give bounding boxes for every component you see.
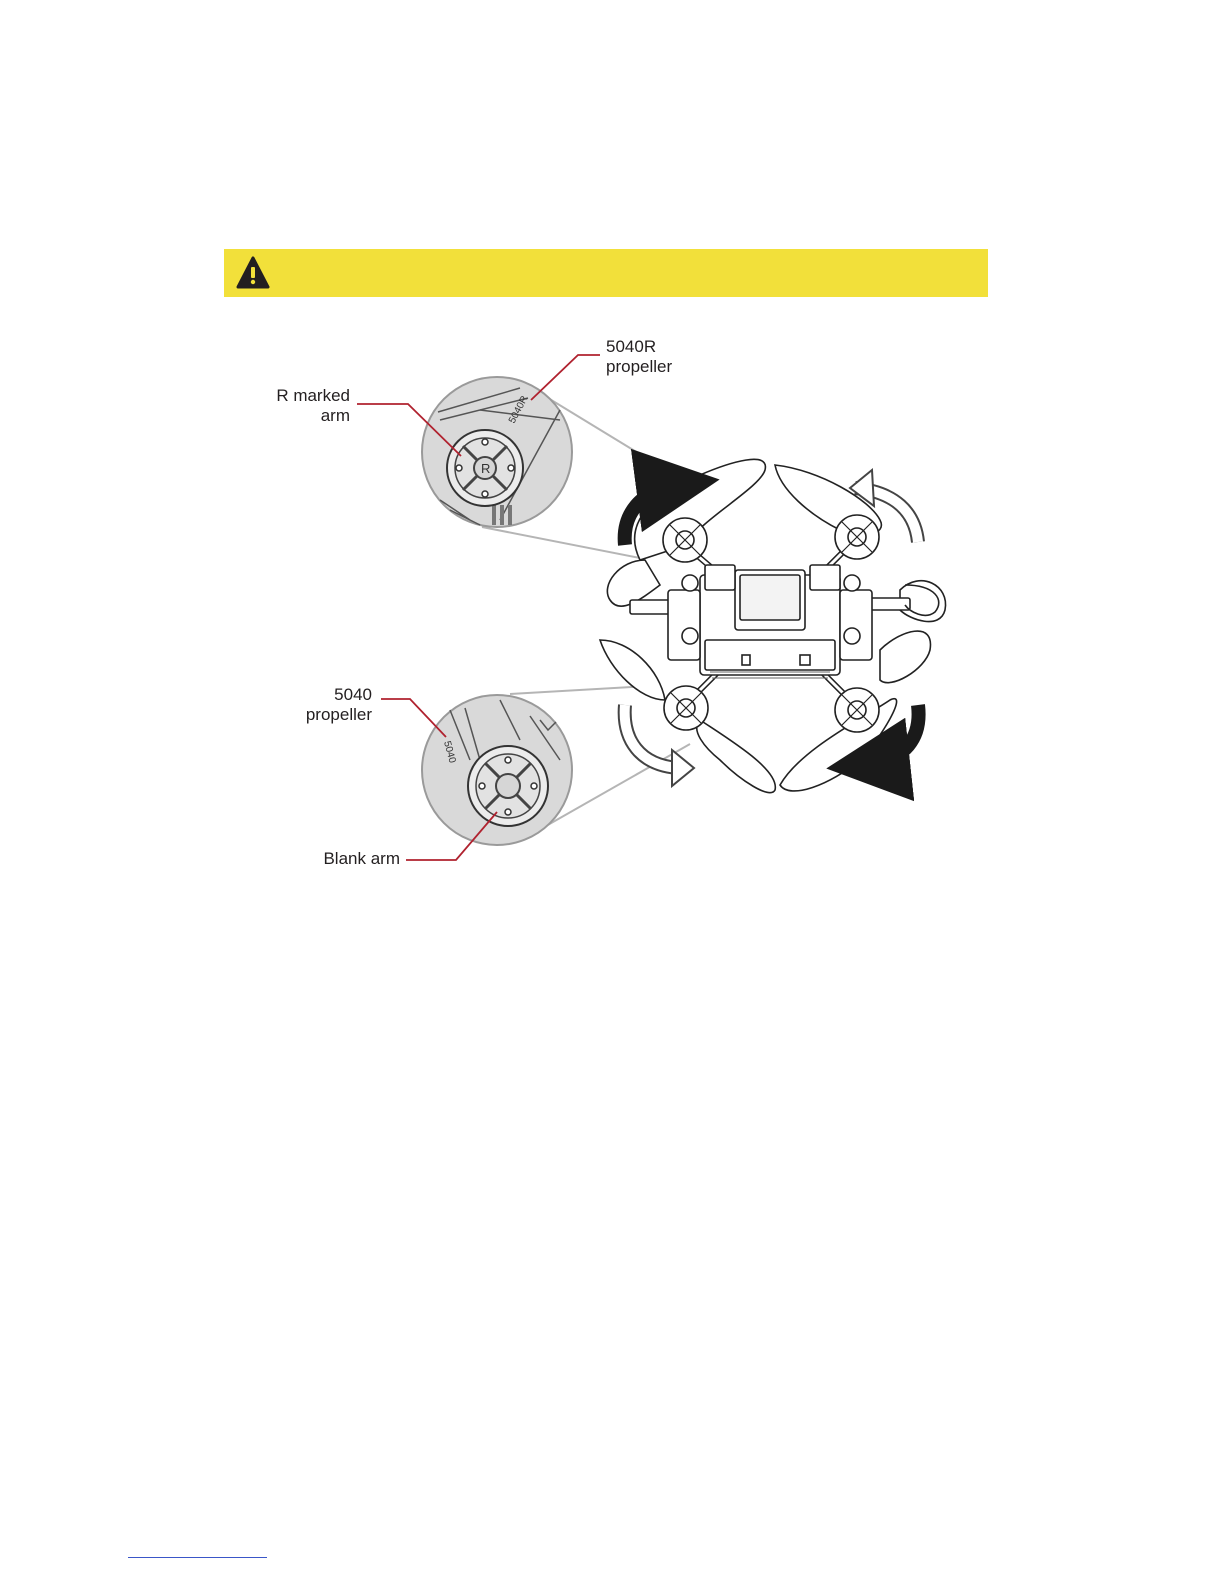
zoom-circle-5040r <box>422 377 572 527</box>
zoom-circle-5040 <box>422 695 572 845</box>
callout-blank-arm: Blank arm <box>323 849 400 868</box>
callout-5040-propeller-line1: 5040 <box>334 685 372 704</box>
callout-5040r-propeller <box>606 337 672 377</box>
callout-5040r-propeller-line1: 5040R <box>606 337 657 356</box>
callout-r-marked-arm-line1: R marked <box>276 386 350 405</box>
zoom-label-5040: 5040 <box>441 739 458 765</box>
motor-front-left <box>663 518 707 562</box>
motor-front-right <box>835 515 879 559</box>
callout-5040-propeller-line2: propeller <box>305 705 372 724</box>
footer-link-rule <box>128 1557 267 1558</box>
callout-r-marked-arm <box>250 386 350 426</box>
motor-rear-left <box>664 686 708 730</box>
motor-rear-right <box>835 688 879 732</box>
callout-5040r-propeller-line2: propeller <box>606 357 673 376</box>
callout-5040-propeller <box>272 685 372 725</box>
callout-r-marked-arm-line2: arm <box>320 406 350 425</box>
zoom-label-5040r: 5040R <box>506 394 531 426</box>
svg-text:R: R <box>481 461 491 476</box>
drone-top-view <box>600 459 946 792</box>
